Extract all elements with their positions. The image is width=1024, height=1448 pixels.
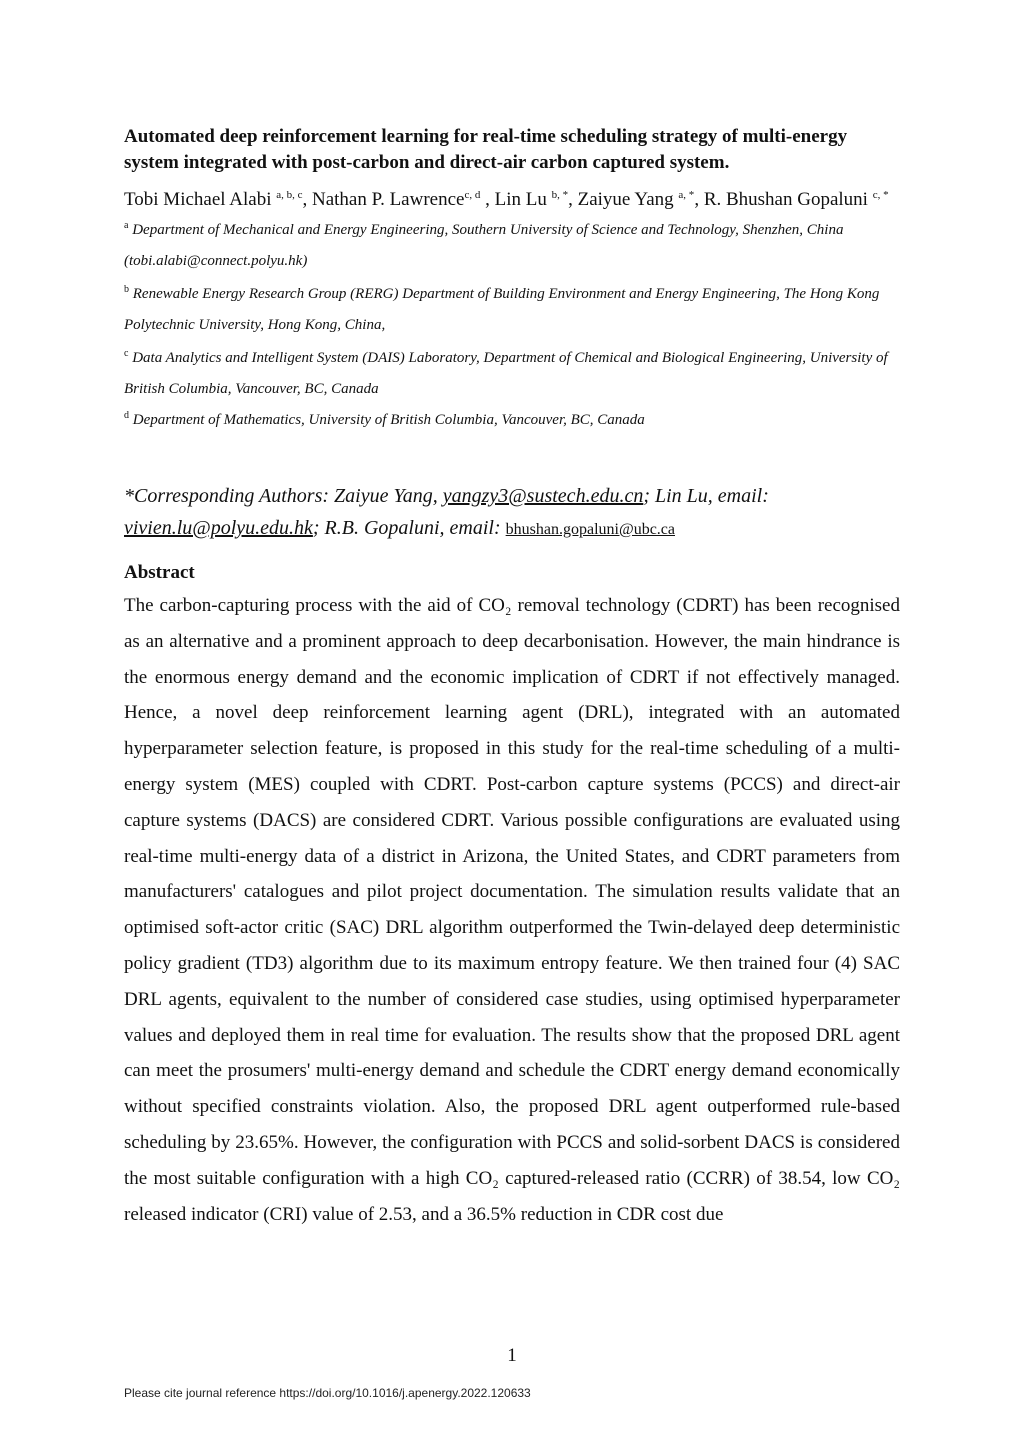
affiliation bbox=[124, 279, 900, 341]
author-affiliation-mark: c, d bbox=[464, 189, 481, 201]
affiliation-text: Department of Mathematics, University of British Columbia, Vancouver, BC, Canada bbox=[132, 412, 645, 428]
affiliation-text: Data Analytics and Intelligent System (DAIS) Laboratory, Department of Chemical and Biological Engineering, University of British Columbia, Vancouver, BC, Canada bbox=[124, 350, 888, 397]
author-separator: , bbox=[485, 189, 490, 210]
paper-title: Automated deep reinforcement learning for real-time scheduling strategy of multi-energy system integrated with post-carbon and direct-air carbon captured system. bbox=[124, 126, 848, 173]
paper-page bbox=[124, 124, 900, 1232]
corresponding-text: ; R.B. Gopaluni, email: bbox=[312, 517, 506, 539]
author-list bbox=[124, 184, 900, 215]
email-link-yang[interactable]: yangzy3@sustech.edu.cn bbox=[442, 485, 644, 507]
email-link-gopaluni[interactable]: bhushan.gopaluni@ubc.ca bbox=[505, 521, 675, 538]
corresponding-authors bbox=[124, 480, 900, 546]
author-name: R. Bhushan Gopaluni bbox=[703, 189, 868, 210]
author-separator: , bbox=[568, 189, 573, 210]
abstract-heading: Abstract bbox=[124, 562, 195, 583]
affiliation-text: Department of Mechanical and Energy Engineering, Southern University of Science and Technology, Shenzhen, China (tobi.alabi@connect.polyu.hk) bbox=[124, 222, 844, 269]
abstract-text: The carbon-capturing process with the aid of CO₂ removal technology (CDRT) has been recognised as an alternative and a prominent approach to deep decarbonisation. However, the main hindrance is the enormous energy demand and the economic implication of CDRT if not effectively managed. Hence, a novel deep reinforcement learning agent (DRL), integrated with an automated hyperparameter selection feature, is proposed in this study for the real-time scheduling of a multi-energy system (MES) coupled with CDRT. Post-carbon capture systems (PCCS) and direct-air capture systems (DACS) are considered CDRT. Various possible configurations are evaluated using real-time multi-energy data of a district in Arizona, the United States, and CDRT parameters from manufacturers' catalogues and pilot project documentation. The simulation results validate that an optimised soft-actor critic (SAC) DRL algorithm outperformed the Twin-delayed deep deterministic policy gradient (TD3) algorithm due to its maximum entropy feature. We then trained four (4) SAC DRL agents, equivalent to the number of considered case studies, using optimised hyperparameter values and deployed them in real time for evaluation. The results show that the proposed DRL agent can meet the prosumers' multi-energy demand and schedule the CDRT energy demand economically without specified constraints violation. Also, the proposed DRL agent outperformed rule-based scheduling by 23.65%. However, the configuration with PCCS and solid-sorbent DACS is considered the most suitable configuration with a high CO₂ captured-released ratio (CCRR) of 38.54, low CO₂ released indicator (CRI) value of 2.53, and a 36.5% reduction in CDR cost due bbox=[124, 595, 900, 1225]
affiliation-text: Renewable Energy Research Group (RERG) Department of Building Environment and Energy Engineering, The Hong Kong Polytechnic University, Hong Kong, China, bbox=[124, 286, 880, 333]
author-name: Nathan P. Lawrence bbox=[312, 189, 465, 210]
citation-footer: Please cite journal reference https://doi.org/10.1016/j.apenergy.2022.120633 bbox=[124, 1386, 531, 1400]
author-affiliation-mark: c, * bbox=[872, 189, 889, 201]
author-affiliation-mark: b, * bbox=[551, 189, 569, 201]
author-name: Tobi Michael Alabi bbox=[124, 189, 272, 210]
corresponding-prefix: *Corresponding Authors: Zaiyue Yang, bbox=[124, 485, 443, 507]
affiliation-mark: a bbox=[124, 220, 129, 231]
affiliation-mark: c bbox=[124, 348, 129, 359]
author-name: Zaiyue Yang bbox=[577, 189, 674, 210]
author-affiliation-mark: a, * bbox=[678, 189, 695, 201]
corresponding-text: ; Lin Lu, email: bbox=[643, 485, 769, 507]
affiliation bbox=[124, 405, 900, 436]
page-number: 1 bbox=[507, 1345, 517, 1366]
affiliation-mark: b bbox=[124, 284, 129, 295]
affiliation-mark: d bbox=[124, 410, 129, 421]
author-separator: , bbox=[302, 189, 308, 210]
affiliation bbox=[124, 343, 900, 405]
affiliation bbox=[124, 215, 900, 277]
email-link-lu[interactable]: vivien.lu@polyu.edu.hk bbox=[124, 517, 313, 539]
author-separator: , bbox=[694, 189, 700, 210]
author-affiliation-mark: a, b, c bbox=[276, 189, 303, 201]
author-name: Lin Lu bbox=[494, 189, 547, 210]
